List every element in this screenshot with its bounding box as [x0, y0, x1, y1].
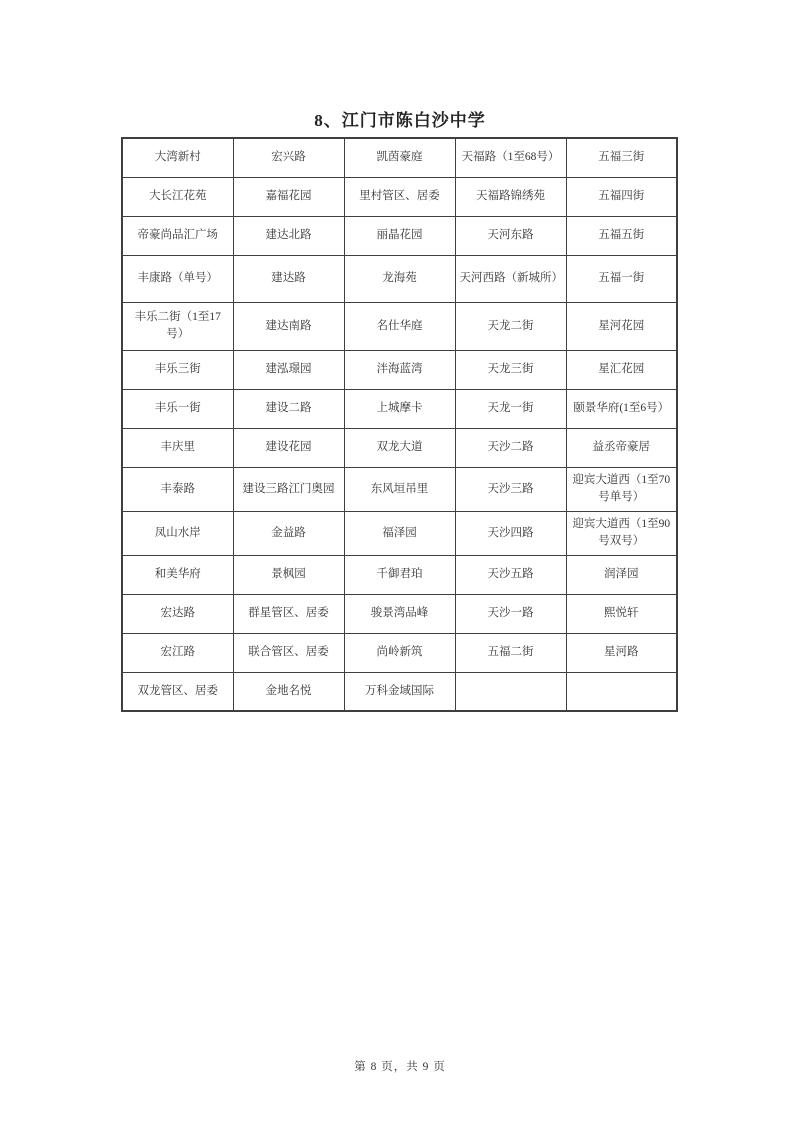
- table-cell: 帝豪尚品汇广场: [122, 216, 233, 255]
- table-row: [122, 511, 677, 555]
- table-cell: 建设二路: [233, 389, 344, 428]
- table-cell: 五福二街: [455, 633, 566, 672]
- table-cell: 天福路锦绣苑: [455, 177, 566, 216]
- table-cell: 双龙大道: [344, 428, 455, 467]
- table-row: [122, 467, 677, 511]
- table-cell: 建设三路江门奥园: [233, 467, 344, 511]
- table-row: [122, 389, 677, 428]
- table-cell: 凤山水岸: [122, 511, 233, 555]
- table-cell: 润泽园: [566, 555, 677, 594]
- table-row: [122, 302, 677, 350]
- table-cell: 丰康路（单号）: [122, 255, 233, 302]
- table-cell: 丰乐二街（1至17号）: [122, 302, 233, 350]
- table-cell: 嘉福花园: [233, 177, 344, 216]
- table-cell: 大长江花苑: [122, 177, 233, 216]
- table-cell: 天沙三路: [455, 467, 566, 511]
- table-cell: 万科金域国际: [344, 672, 455, 711]
- table-cell: 金地名悦: [233, 672, 344, 711]
- table-row: [122, 633, 677, 672]
- table-cell: 里村管区、居委: [344, 177, 455, 216]
- table-cell: 天沙二路: [455, 428, 566, 467]
- table-cell: 群星管区、居委: [233, 594, 344, 633]
- table-cell: 丰庆里: [122, 428, 233, 467]
- table-cell: 泮海蓝湾: [344, 350, 455, 389]
- table-cell: 福泽园: [344, 511, 455, 555]
- table-row: [122, 428, 677, 467]
- table-cell: 凯茵豪庭: [344, 138, 455, 177]
- table-cell: 龙海苑: [344, 255, 455, 302]
- table-cell: 双龙管区、居委: [122, 672, 233, 711]
- table-cell: 天河西路（新城所）: [455, 255, 566, 302]
- table-cell: 景枫园: [233, 555, 344, 594]
- table-cell: 天河东路: [455, 216, 566, 255]
- table-cell: 五福四街: [566, 177, 677, 216]
- table-cell: 丰乐三街: [122, 350, 233, 389]
- address-table: [121, 137, 678, 712]
- table-cell: 建泓璟园: [233, 350, 344, 389]
- table-cell: 天沙一路: [455, 594, 566, 633]
- table-cell: 丰乐一街: [122, 389, 233, 428]
- table-cell: 千御君珀: [344, 555, 455, 594]
- table-cell: 建达南路: [233, 302, 344, 350]
- table-row: [122, 216, 677, 255]
- table-row: [122, 555, 677, 594]
- table-cell: 星汇花园: [566, 350, 677, 389]
- table-cell: 颐景华府(1至6号）: [566, 389, 677, 428]
- table-cell: 丰泰路: [122, 467, 233, 511]
- table-row: [122, 255, 677, 302]
- table-cell: 上城摩卡: [344, 389, 455, 428]
- table-cell: 星河花园: [566, 302, 677, 350]
- table-cell: [455, 672, 566, 711]
- table-row: [122, 177, 677, 216]
- table-cell: 名仕华庭: [344, 302, 455, 350]
- table-cell: 五福一街: [566, 255, 677, 302]
- table-cell: 建达北路: [233, 216, 344, 255]
- table-cell: [566, 672, 677, 711]
- table-cell: 熙悦轩: [566, 594, 677, 633]
- table-row: [122, 672, 677, 711]
- table-cell: 丽晶花园: [344, 216, 455, 255]
- table-cell: 天龙三街: [455, 350, 566, 389]
- table-cell: 天福路（1至68号）: [455, 138, 566, 177]
- page-title: 8、江门市陈白沙中学: [314, 111, 486, 130]
- table-row: [122, 594, 677, 633]
- address-table-body: [122, 138, 677, 711]
- table-cell: 天沙四路: [455, 511, 566, 555]
- table-row: [122, 350, 677, 389]
- table-cell: 骏景湾品峰: [344, 594, 455, 633]
- table-cell: 建设花园: [233, 428, 344, 467]
- table-cell: 宏达路: [122, 594, 233, 633]
- table-cell: 联合管区、居委: [233, 633, 344, 672]
- table-row: [122, 138, 677, 177]
- table-cell: 五福三街: [566, 138, 677, 177]
- table-cell: 星河路: [566, 633, 677, 672]
- table-cell: 金益路: [233, 511, 344, 555]
- table-cell: 尚岭新筑: [344, 633, 455, 672]
- table-cell: 宏兴路: [233, 138, 344, 177]
- table-cell: 迎宾大道西（1至70号单号）: [566, 467, 677, 511]
- table-cell: 天龙一街: [455, 389, 566, 428]
- table-cell: 和美华府: [122, 555, 233, 594]
- table-cell: 迎宾大道西（1至90号双号）: [566, 511, 677, 555]
- table-cell: 大湾新村: [122, 138, 233, 177]
- table-cell: 天龙二街: [455, 302, 566, 350]
- table-cell: 东风垣吊里: [344, 467, 455, 511]
- table-cell: 五福五街: [566, 216, 677, 255]
- table-cell: 天沙五路: [455, 555, 566, 594]
- table-cell: 益丞帝豪居: [566, 428, 677, 467]
- page-number-footer: 第 8 页，共 9 页: [354, 1061, 446, 1073]
- table-cell: 建达路: [233, 255, 344, 302]
- table-cell: 宏江路: [122, 633, 233, 672]
